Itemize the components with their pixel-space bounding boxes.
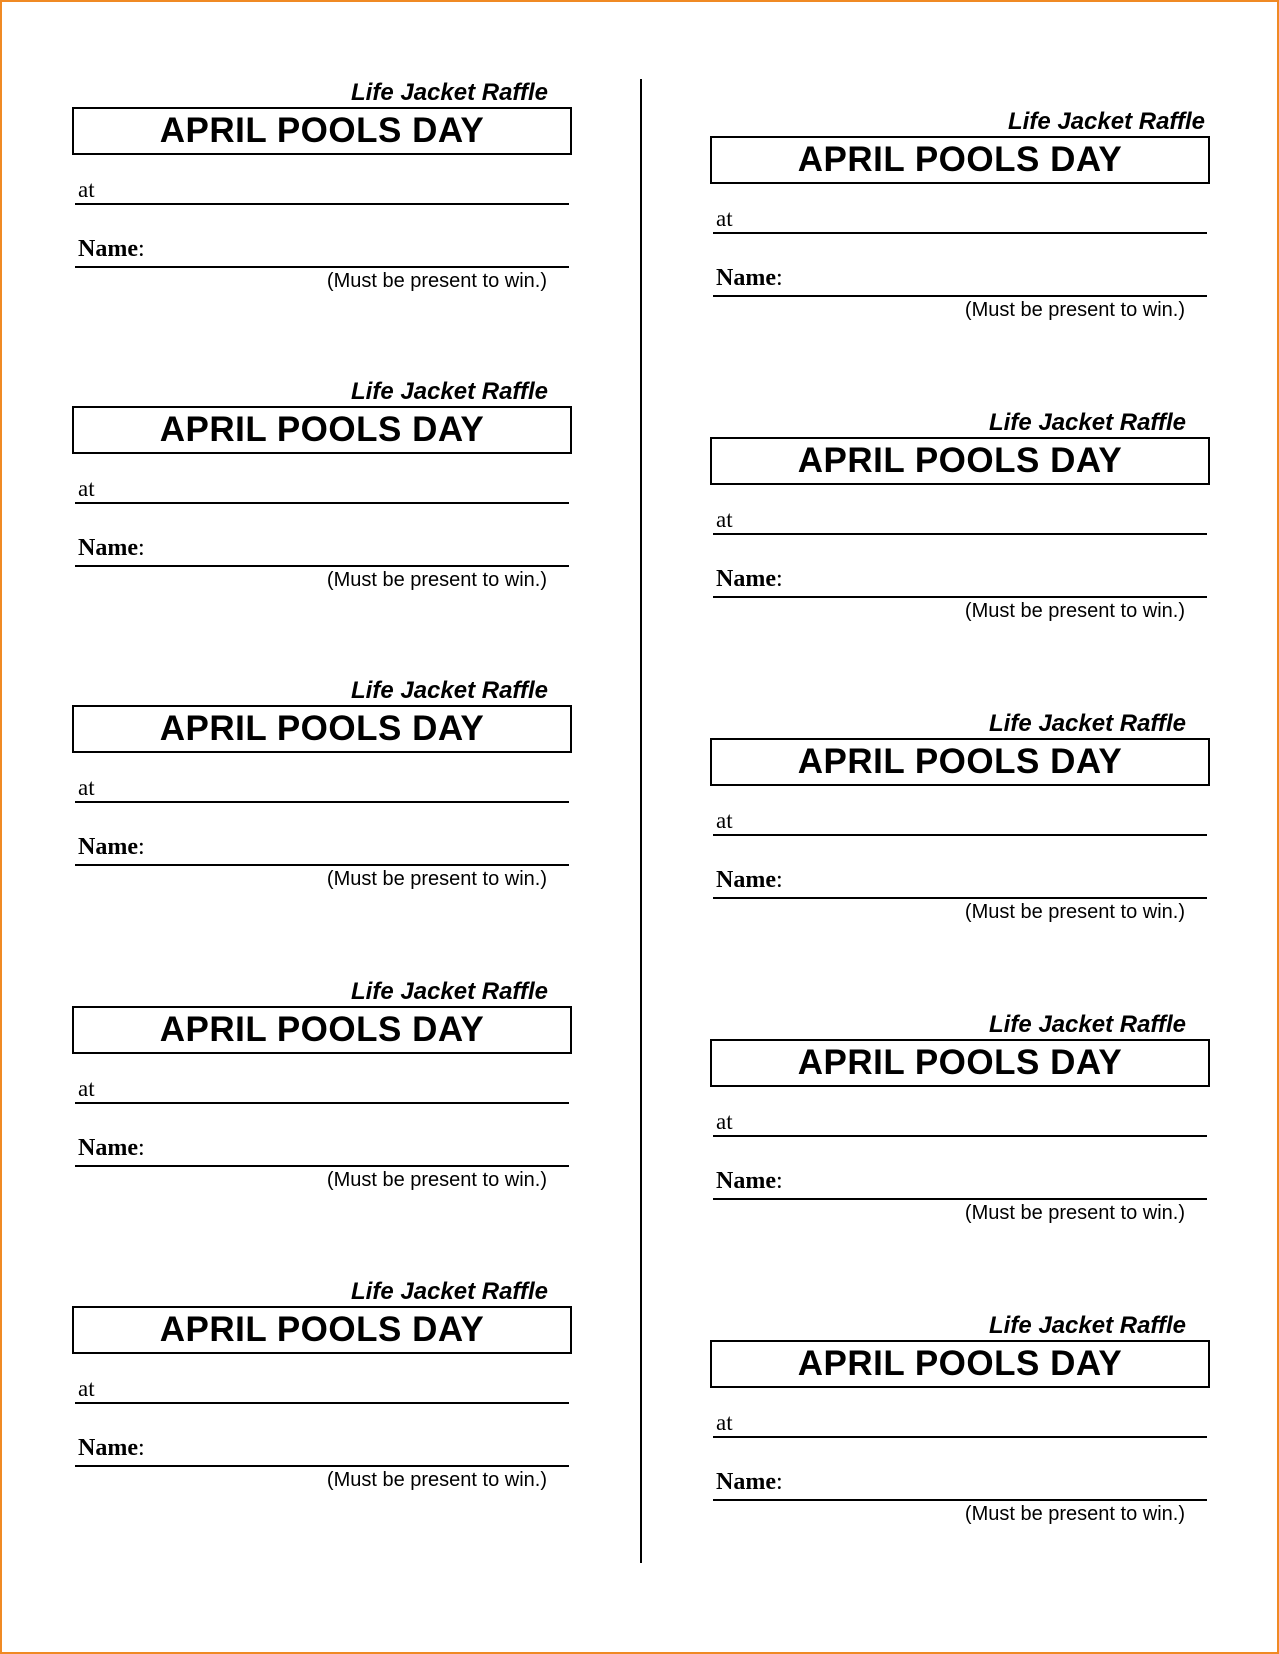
name-blank-line[interactable]	[75, 864, 569, 866]
name-label	[78, 533, 145, 563]
presence-note: (Must be present to win.)	[964, 1503, 1185, 1525]
name-label-colon: :	[137, 236, 145, 262]
event-title: APRIL POOLS DAY	[797, 742, 1123, 781]
raffle-ticket	[72, 677, 572, 947]
at-blank-line[interactable]	[75, 1102, 569, 1104]
name-label	[78, 832, 145, 862]
raffle-ticket	[710, 409, 1210, 679]
name-blank-line[interactable]	[713, 295, 1207, 297]
event-title: APRIL POOLS DAY	[797, 140, 1123, 179]
event-title-box	[710, 136, 1210, 184]
raffle-ticket	[72, 378, 572, 648]
event-title: APRIL POOLS DAY	[797, 1344, 1123, 1383]
name-label-colon: :	[775, 566, 783, 592]
event-title: APRIL POOLS DAY	[797, 1043, 1123, 1082]
name-label	[78, 1133, 145, 1163]
name-label-text: Name	[78, 834, 138, 860]
at-label: at	[716, 1109, 733, 1134]
at-label: at	[716, 206, 733, 231]
at-label: at	[716, 808, 733, 833]
raffle-ticket	[72, 79, 572, 349]
column-divider	[640, 79, 642, 1563]
ticket-subtitle: Life Jacket Raffle	[989, 1312, 1186, 1339]
name-label-text: Name	[78, 1435, 138, 1461]
name-label-text: Name	[78, 1135, 138, 1161]
at-label: at	[78, 476, 95, 501]
at-blank-line[interactable]	[75, 1402, 569, 1404]
at-label: at	[78, 1076, 95, 1101]
presence-note: (Must be present to win.)	[326, 569, 547, 591]
name-label-colon: :	[137, 1435, 145, 1461]
ticket-subtitle: Life Jacket Raffle	[351, 378, 548, 405]
at-blank-line[interactable]	[75, 801, 569, 803]
ticket-subtitle: Life Jacket Raffle	[351, 79, 548, 106]
name-label	[716, 1166, 783, 1196]
at-blank-line[interactable]	[713, 1436, 1207, 1438]
at-label: at	[716, 507, 733, 532]
ticket-subtitle: Life Jacket Raffle	[351, 677, 548, 704]
presence-note: (Must be present to win.)	[964, 600, 1185, 622]
name-label	[716, 1467, 783, 1497]
at-blank-line[interactable]	[75, 203, 569, 205]
name-label-colon: :	[775, 1469, 783, 1495]
at-blank-line[interactable]	[713, 533, 1207, 535]
presence-note: (Must be present to win.)	[326, 868, 547, 890]
ticket-subtitle: Life Jacket Raffle	[989, 1011, 1186, 1038]
name-blank-line[interactable]	[75, 266, 569, 268]
event-title: APRIL POOLS DAY	[159, 111, 485, 150]
event-title: APRIL POOLS DAY	[797, 441, 1123, 480]
at-label: at	[716, 1410, 733, 1435]
name-blank-line[interactable]	[75, 1165, 569, 1167]
presence-note: (Must be present to win.)	[326, 1469, 547, 1491]
event-title-box	[710, 437, 1210, 485]
at-blank-line[interactable]	[713, 834, 1207, 836]
ticket-subtitle: Life Jacket Raffle	[989, 409, 1186, 436]
presence-note: (Must be present to win.)	[964, 1202, 1185, 1224]
presence-note: (Must be present to win.)	[326, 270, 547, 292]
name-blank-line[interactable]	[75, 1465, 569, 1467]
raffle-ticket	[72, 1278, 572, 1548]
name-label-text: Name	[716, 867, 776, 893]
event-title-box	[710, 1340, 1210, 1388]
name-label-text: Name	[78, 236, 138, 262]
presence-note: (Must be present to win.)	[326, 1169, 547, 1191]
name-label-text: Name	[716, 1168, 776, 1194]
name-blank-line[interactable]	[713, 1198, 1207, 1200]
name-label	[716, 564, 783, 594]
raffle-ticket	[710, 108, 1210, 378]
ticket-subtitle: Life Jacket Raffle	[351, 978, 548, 1005]
name-blank-line[interactable]	[713, 897, 1207, 899]
raffle-ticket	[710, 1312, 1210, 1582]
raffle-ticket	[72, 978, 572, 1248]
event-title-box	[72, 107, 572, 155]
name-label-colon: :	[775, 867, 783, 893]
name-label-colon: :	[137, 1135, 145, 1161]
event-title-box	[710, 738, 1210, 786]
ticket-subtitle: Life Jacket Raffle	[351, 1278, 548, 1305]
raffle-ticket	[710, 710, 1210, 980]
name-label	[78, 234, 145, 264]
raffle-ticket	[710, 1011, 1210, 1281]
at-blank-line[interactable]	[75, 502, 569, 504]
at-blank-line[interactable]	[713, 1135, 1207, 1137]
event-title-box	[72, 406, 572, 454]
ticket-subtitle: Life Jacket Raffle	[1008, 108, 1205, 135]
event-title: APRIL POOLS DAY	[159, 410, 485, 449]
ticket-subtitle: Life Jacket Raffle	[989, 710, 1186, 737]
at-label: at	[78, 775, 95, 800]
event-title: APRIL POOLS DAY	[159, 1310, 485, 1349]
name-blank-line[interactable]	[75, 565, 569, 567]
name-blank-line[interactable]	[713, 596, 1207, 598]
event-title-box	[72, 705, 572, 753]
name-label-text: Name	[716, 265, 776, 291]
event-title-box	[72, 1006, 572, 1054]
name-label-text: Name	[716, 566, 776, 592]
name-label-colon: :	[775, 1168, 783, 1194]
event-title-box	[72, 1306, 572, 1354]
name-label	[716, 263, 783, 293]
name-blank-line[interactable]	[713, 1499, 1207, 1501]
event-title: APRIL POOLS DAY	[159, 1010, 485, 1049]
presence-note: (Must be present to win.)	[964, 299, 1185, 321]
name-label-colon: :	[137, 834, 145, 860]
name-label-colon: :	[137, 535, 145, 561]
name-label	[716, 865, 783, 895]
at-label: at	[78, 177, 95, 202]
event-title-box	[710, 1039, 1210, 1087]
name-label-colon: :	[775, 265, 783, 291]
name-label-text: Name	[78, 535, 138, 561]
at-label: at	[78, 1376, 95, 1401]
event-title: APRIL POOLS DAY	[159, 709, 485, 748]
name-label-text: Name	[716, 1469, 776, 1495]
at-blank-line[interactable]	[713, 232, 1207, 234]
name-label	[78, 1433, 145, 1463]
presence-note: (Must be present to win.)	[964, 901, 1185, 923]
